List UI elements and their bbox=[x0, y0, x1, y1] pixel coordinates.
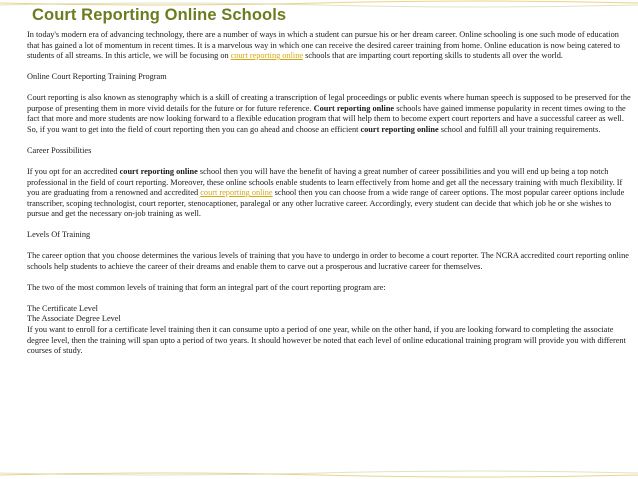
court-reporting-online-link[interactable]: court reporting online bbox=[200, 188, 273, 198]
career-text-middle: school then you will have the benefit of having a great number of career possibilities and you will end up being a top notch professional in the field of court reporting. Moreover, these online schools enable students to learn effectively from home and get all the necessary training with much flexibility. If you are graduating from a renowned and accredited bbox=[27, 166, 623, 198]
intro-paragraph bbox=[27, 30, 633, 62]
section-heading-levels: Levels Of Training bbox=[27, 230, 91, 240]
intro-text-end: schools that are imparting court reporting skills to students all over the world. bbox=[303, 51, 563, 61]
career-text: If you opt for an accredited bbox=[27, 166, 120, 176]
career-paragraph bbox=[27, 167, 633, 220]
section-heading-career: Career Possibilities bbox=[27, 145, 92, 155]
career-text-end: school then you can choose from a wide range of career options. The most popular career options include transcriber, scoping technologist, court reporter, stenocaptioner, paralegal or any other lucrative career. Accordingly, every student can decide that which job he or she wishes to pursue and get the necessary on-job training as well. bbox=[27, 188, 625, 219]
page-title: Court Reporting Online Schools bbox=[32, 6, 287, 24]
levels-intro-paragraph: The two of the most common levels of training that form an integral part of the court reporting program are: bbox=[27, 282, 386, 292]
level-item: The Associate Degree Level bbox=[27, 314, 121, 324]
intro-text: In today's modern era of advancing technology, there are a number of ways in which a student can pursue his or her dream career. Online schooling is one such mode of education that has gained a lot of momentum in recent times. It is a marvelous way in which one can receive the desired career training from home. Online education is now being catered to students of all streams. In this article, we will be focusing on bbox=[27, 30, 621, 61]
levels-paragraph: The career option that you choose determines the various levels of training that you have to undergo in order to become a court reporter. The NCRA accredited court reporting online schools help students to achieve the career of their dreams and enable them to carve out a prosperous and lucrative career for themselves. bbox=[27, 251, 629, 271]
court-reporting-online-link[interactable]: court reporting online bbox=[230, 51, 304, 61]
training-text-middle: schools have gained immense popularity in recent times owing to the fact that more and more students are now looking forward to a flexible education program that will help them to become expert court reporters and have a successful career as well. So, if you want to get into the field of court reporting then you can go ahead and choose an efficient bbox=[27, 103, 626, 134]
keyword-bold: Court reporting online bbox=[313, 103, 395, 113]
duration-paragraph: If you want to enroll for a certificate level training then it can consume upto a period of one year, while on the other hand, if you are looking forward to completing the associate degree level, then the training will span upto a period of two years. It should however be noted that each level of online educational training program will provide you with different courses of study. bbox=[27, 325, 626, 356]
level-item: The Certificate Level bbox=[27, 303, 98, 313]
training-program-paragraph bbox=[27, 93, 633, 135]
section-heading-training-program: Online Court Reporting Training Program bbox=[27, 72, 167, 82]
training-text: Court reporting is also known as stenography which is a skill of creating a transcription of legal proceedings or public events where human speech is supposed to be preserved for the purpose of presenting them in more vivid details for the future or for future reference. bbox=[27, 93, 631, 113]
bottom-border-decoration bbox=[0, 467, 638, 479]
keyword-bold: court reporting online bbox=[360, 124, 439, 134]
training-text-end: school and fulfill all your training requirements. bbox=[438, 124, 601, 134]
article-body bbox=[27, 30, 633, 367]
keyword-bold: court reporting online bbox=[119, 166, 198, 176]
